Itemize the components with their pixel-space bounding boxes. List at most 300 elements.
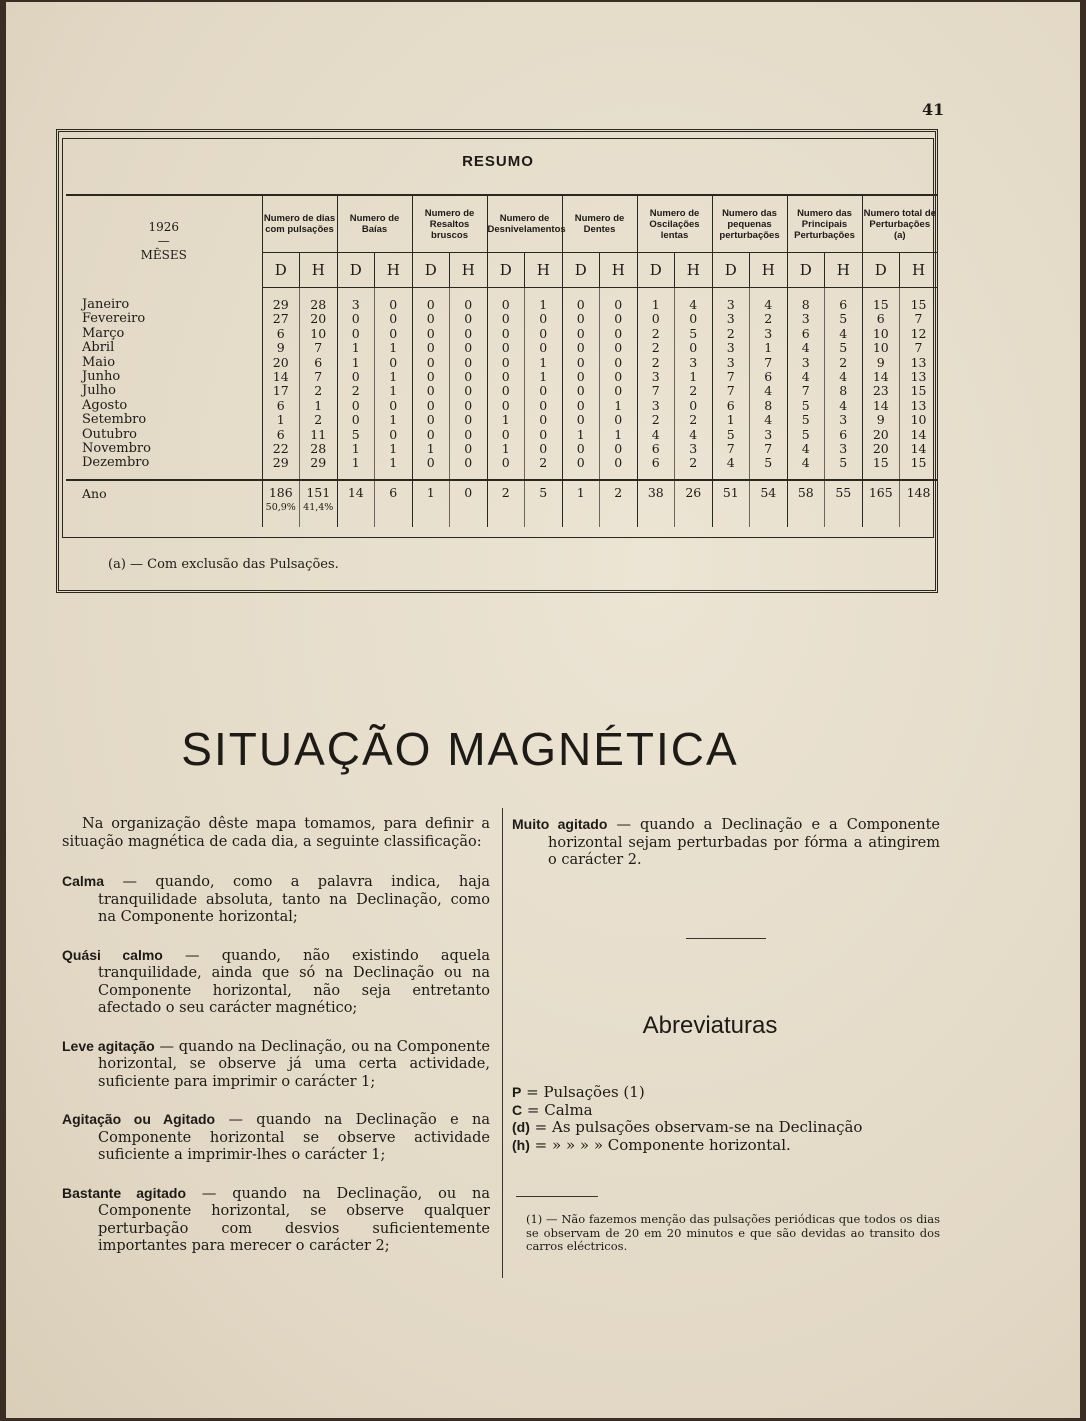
table-cell: 0: [487, 384, 525, 398]
definition-paragraph: [62, 873, 490, 927]
annual-value: 58: [797, 484, 814, 500]
annual-cell: [787, 480, 825, 527]
table-cell: 4: [825, 399, 863, 413]
table-cell: 0: [412, 356, 450, 370]
table-cell: 5: [787, 413, 825, 427]
year-header: [66, 195, 262, 288]
table-cell: 3: [712, 312, 750, 326]
table-cell: 2: [637, 341, 675, 355]
table-cell: 0: [375, 428, 413, 442]
table-cell: 0: [337, 312, 375, 326]
table-cell: 1: [487, 413, 525, 427]
table-cell: 4: [637, 428, 675, 442]
abbreviation-item: [512, 1084, 942, 1102]
table-cell: 1: [262, 413, 300, 427]
group-header: Numero de Baías: [337, 195, 412, 253]
table-cell: 4: [787, 341, 825, 355]
table-cell: 4: [675, 288, 713, 313]
table-cell: 0: [675, 341, 713, 355]
definitions-left-column: [62, 816, 490, 1276]
group-header: Numero das pequenas perturbações: [712, 195, 787, 253]
column-divider: [502, 808, 503, 1278]
table-cell: 13: [900, 370, 938, 384]
table-cell: 6: [637, 456, 675, 479]
sub-header-d: D: [337, 253, 375, 288]
table-cell: 6: [787, 327, 825, 341]
table-cell: 14: [900, 428, 938, 442]
table-row: [66, 428, 937, 442]
table-cell: 7: [712, 384, 750, 398]
table-cell: 0: [525, 384, 563, 398]
table-cell: 8: [825, 384, 863, 398]
table-cell: 2: [525, 456, 563, 479]
months-label: MÊSES: [140, 248, 187, 262]
table-cell: 0: [600, 442, 638, 456]
table-cell: 1: [375, 456, 413, 479]
year-label: 1926: [148, 220, 180, 234]
table-cell: 1: [712, 413, 750, 427]
table-cell: 0: [600, 327, 638, 341]
table-cell: 2: [300, 384, 338, 398]
sub-header-d: D: [262, 253, 300, 288]
table-cell: 0: [412, 327, 450, 341]
abbreviation-equals: =: [529, 1118, 552, 1136]
annual-value: 2: [501, 484, 510, 500]
month-label: Março: [82, 325, 125, 341]
table-cell: 27: [262, 312, 300, 326]
table-cell: 0: [487, 370, 525, 384]
table-cell: 3: [712, 288, 750, 313]
annual-cell: [675, 480, 713, 527]
table-cell: 2: [637, 327, 675, 341]
sub-header-h: H: [750, 253, 788, 288]
annual-value: 0: [464, 484, 473, 500]
table-row: [66, 356, 937, 370]
table-cell: 5: [750, 456, 788, 479]
table-cell: 5: [825, 456, 863, 479]
table-cell: 3: [750, 428, 788, 442]
table-cell: 2: [637, 413, 675, 427]
table-cell: 4: [750, 413, 788, 427]
table-cell: 9: [262, 341, 300, 355]
table-cell: 4: [750, 288, 788, 313]
annual-value: 186: [268, 484, 293, 500]
month-label: Julho: [82, 383, 116, 399]
table-cell: 15: [900, 288, 938, 313]
table-cell: 29: [262, 288, 300, 313]
table-cell: 7: [300, 341, 338, 355]
table-cell: 4: [750, 384, 788, 398]
table-cell: 10: [900, 413, 938, 427]
table-cell: 0: [487, 399, 525, 413]
table-cell: 1: [337, 442, 375, 456]
month-label: Maio: [82, 354, 116, 370]
table-cell: 1: [562, 428, 600, 442]
table-cell: 0: [337, 327, 375, 341]
table-cell: 0: [525, 341, 563, 355]
abbreviation-equals: =: [522, 1100, 545, 1119]
table-cell: 7: [900, 312, 938, 326]
annual-cell: [487, 480, 525, 527]
sub-header-h: H: [525, 253, 563, 288]
table-cell: 2: [300, 413, 338, 427]
table-row: [66, 384, 937, 398]
table-cell: 1: [375, 442, 413, 456]
definition-term: Calma: [62, 873, 105, 889]
table-cell: 13: [900, 399, 938, 413]
table-cell: 6: [262, 399, 300, 413]
table-cell: 3: [712, 356, 750, 370]
table-cell: 0: [450, 327, 488, 341]
table-cell: 0: [675, 399, 713, 413]
table-cell: 28: [300, 288, 338, 313]
table-cell: 20: [300, 312, 338, 326]
table-cell: 0: [562, 384, 600, 398]
group-header: Numero total de Perturbações (a): [862, 195, 937, 253]
table-cell: 10: [300, 327, 338, 341]
table-row: [66, 288, 937, 313]
sub-header-d: D: [412, 253, 450, 288]
group-header: Numero de Desnivelamentos: [487, 195, 562, 253]
definition-text: — quando a Declinação e a Componente horizontal sejam perturbadas por fórma a atingirem o carácter 2.: [548, 817, 940, 868]
definition-text: — quando na Declinação, ou na Componente horizontal, se observe já uma certa actividade, suficiente para imprimir o carácter 1;: [98, 1038, 490, 1090]
sub-header-d: D: [787, 253, 825, 288]
table-cell: 0: [375, 327, 413, 341]
table-cell: 7: [637, 384, 675, 398]
table-cell: 3: [787, 312, 825, 326]
table-cell: 3: [750, 327, 788, 341]
sub-header-h: H: [300, 253, 338, 288]
annual-value: 54: [760, 484, 777, 500]
sub-header-h: H: [900, 253, 938, 288]
month-label: Janeiro: [82, 296, 130, 312]
table-cell: 0: [600, 312, 638, 326]
table-cell: 0: [562, 312, 600, 326]
table-cell: 3: [825, 413, 863, 427]
table-cell: 1: [637, 288, 675, 313]
table-cell: 7: [787, 384, 825, 398]
table-cell: 0: [562, 370, 600, 384]
table-cell: 1: [487, 442, 525, 456]
table-cell: 7: [712, 442, 750, 456]
abbreviation-equals: =: [521, 1083, 544, 1101]
table-cell: 5: [825, 341, 863, 355]
annual-value: 55: [835, 484, 852, 500]
section-divider: [686, 938, 766, 939]
table-cell: 0: [450, 384, 488, 398]
table-row: [66, 341, 937, 355]
table-cell: 3: [787, 356, 825, 370]
table-cell: 14: [862, 399, 900, 413]
table-cell: 1: [337, 456, 375, 479]
table-cell: 20: [862, 428, 900, 442]
table-cell: 0: [562, 327, 600, 341]
month-label: Dezembro: [82, 455, 150, 471]
table-cell: 5: [675, 327, 713, 341]
sub-header-d: D: [862, 253, 900, 288]
month-label: Junho: [82, 369, 121, 385]
month-label: Abril: [82, 340, 115, 356]
table-cell: 0: [487, 356, 525, 370]
table-cell: 0: [562, 456, 600, 479]
abbreviations-title: Abreviaturas: [642, 1012, 778, 1039]
table-cell: 0: [412, 341, 450, 355]
table-cell: 0: [375, 288, 413, 313]
table-cell: 6: [750, 370, 788, 384]
group-header: Numero das Principais Perturbações: [787, 195, 862, 253]
table-cell: 22: [262, 442, 300, 456]
table-cell: 0: [562, 341, 600, 355]
table-cell: 0: [450, 288, 488, 313]
table-row: [66, 370, 937, 384]
month-label: Outubro: [82, 426, 137, 442]
abbreviation-item: [512, 1137, 942, 1155]
table-cell: 2: [825, 356, 863, 370]
annual-percent: 50,9%: [265, 501, 296, 513]
table-cell: 1: [600, 399, 638, 413]
table-cell: 1: [600, 428, 638, 442]
sub-header-d: D: [637, 253, 675, 288]
table-cell: 3: [337, 288, 375, 313]
table-cell: 0: [375, 312, 413, 326]
resumo-body: [66, 288, 937, 527]
definition-term: Leve agitação: [62, 1037, 155, 1054]
annual-cell: [900, 480, 938, 527]
table-cell: 0: [412, 370, 450, 384]
definition-paragraph: [512, 816, 940, 870]
table-cell: 11: [300, 428, 338, 442]
table-cell: 0: [562, 399, 600, 413]
table-cell: 0: [450, 370, 488, 384]
table-cell: 0: [525, 413, 563, 427]
annual-value: 5: [539, 484, 548, 500]
table-cell: 0: [600, 288, 638, 313]
table-cell: 0: [562, 356, 600, 370]
table-cell: 15: [862, 288, 900, 313]
definition-term: Quási calmo: [62, 946, 163, 963]
table-cell: 8: [750, 399, 788, 413]
definitions-right-column: [512, 816, 940, 890]
table-cell: 6: [300, 356, 338, 370]
table-cell: 3: [712, 341, 750, 355]
sub-header-d: D: [562, 253, 600, 288]
table-cell: 0: [600, 413, 638, 427]
table-cell: 0: [525, 428, 563, 442]
table-cell: 1: [525, 288, 563, 313]
table-cell: 1: [375, 341, 413, 355]
definition-text: — quando, como a palavra indica, haja tranquilidade absoluta, tanto na Declinação, como na Componente horizontal;: [98, 874, 490, 925]
definition-paragraph: [62, 1111, 490, 1165]
group-header-row: [66, 195, 937, 253]
table-cell: 17: [262, 384, 300, 398]
annual-value: 6: [389, 484, 398, 500]
table-cell: 7: [712, 370, 750, 384]
group-header: Numero de Resaltos bruscos: [412, 195, 487, 253]
table-cell: 3: [675, 356, 713, 370]
annual-cell: [562, 480, 600, 527]
annual-value: 38: [647, 484, 664, 500]
abbreviations-list: [512, 1084, 942, 1154]
annual-value: 1: [576, 484, 585, 500]
annual-value: 1: [426, 484, 435, 500]
table-cell: 4: [787, 442, 825, 456]
table-cell: 0: [637, 312, 675, 326]
table-cell: 7: [900, 341, 938, 355]
table-cell: 0: [450, 341, 488, 355]
table-cell: 5: [787, 428, 825, 442]
table-cell: 1: [337, 356, 375, 370]
table-cell: 9: [862, 413, 900, 427]
table-row: [66, 442, 937, 456]
table-cell: 0: [525, 312, 563, 326]
abbreviation-key: C: [512, 1101, 523, 1118]
group-header: Numero de Dentes: [562, 195, 637, 253]
abbreviation-key: (h): [512, 1136, 530, 1153]
table-cell: 0: [337, 413, 375, 427]
table-cell: 6: [825, 288, 863, 313]
table-cell: 2: [675, 456, 713, 479]
table-cell: 0: [525, 399, 563, 413]
abbreviation-value: Calma: [544, 1100, 593, 1119]
table-cell: 6: [262, 428, 300, 442]
table-cell: 0: [412, 288, 450, 313]
sub-header-d: D: [712, 253, 750, 288]
table-cell: 0: [562, 442, 600, 456]
table-cell: 4: [712, 456, 750, 479]
definition-term: Agitação ou Agitado: [62, 1111, 216, 1127]
sub-header-h: H: [675, 253, 713, 288]
table-cell: 4: [787, 370, 825, 384]
annual-percent: 41,4%: [303, 501, 334, 513]
table-cell: 10: [862, 327, 900, 341]
definition-term: Bastante agitado: [62, 1184, 187, 1201]
table-cell: 2: [675, 384, 713, 398]
table-cell: 0: [375, 356, 413, 370]
table-cell: 0: [450, 456, 488, 479]
table-cell: 1: [375, 384, 413, 398]
month-label: Novembro: [82, 441, 151, 457]
annual-value: 51: [722, 484, 739, 500]
table-cell: 6: [262, 327, 300, 341]
table-cell: 0: [600, 356, 638, 370]
month-label: Agosto: [82, 397, 128, 413]
table-cell: 0: [600, 456, 638, 479]
table-cell: 0: [412, 312, 450, 326]
table-cell: 4: [675, 428, 713, 442]
table-cell: 0: [562, 413, 600, 427]
table-cell: 6: [825, 428, 863, 442]
sub-header-d: D: [487, 253, 525, 288]
abbreviation-equals: =: [529, 1135, 552, 1154]
table-cell: 0: [675, 312, 713, 326]
table-cell: 1: [412, 442, 450, 456]
table-cell: 2: [750, 312, 788, 326]
table-cell: 9: [862, 356, 900, 370]
year-dash: —: [157, 234, 170, 248]
table-cell: 0: [337, 370, 375, 384]
table-cell: 0: [487, 327, 525, 341]
group-header: Numero de dias com pulsações: [262, 195, 337, 253]
resumo-title: RESUMO: [462, 153, 534, 170]
annual-cell: [525, 480, 563, 527]
table-cell: 14: [900, 442, 938, 456]
annual-value: 165: [868, 484, 893, 500]
abbreviation-value: As pulsações observam-se na Declinação: [552, 1118, 863, 1136]
table-cell: 0: [450, 413, 488, 427]
table-cell: 0: [412, 384, 450, 398]
annual-cell: [412, 480, 450, 527]
table-row: [66, 312, 937, 326]
table-cell: 10: [862, 341, 900, 355]
definition-text: — quando na Declinação e na Componente horizontal se observe actividade suficiente a imprimir-lhes o carácter 1;: [98, 1112, 490, 1163]
table-cell: 2: [675, 413, 713, 427]
abbreviation-value: Pulsações (1): [543, 1083, 645, 1101]
table-cell: 0: [487, 288, 525, 313]
table-cell: 0: [412, 413, 450, 427]
annual-value: 151: [306, 484, 331, 500]
intro-paragraph: Na organização dêste mapa tomamos, para definir a situação magnética de cada dia, a seguinte classificação:: [62, 816, 490, 850]
resumo-footnote: (a) — Com exclusão das Pulsações.: [108, 557, 339, 572]
table-cell: 0: [450, 356, 488, 370]
table-cell: 0: [412, 456, 450, 479]
table-cell: 23: [862, 384, 900, 398]
definition-paragraph: [62, 1038, 490, 1092]
table-cell: 4: [825, 327, 863, 341]
table-cell: 3: [825, 442, 863, 456]
table-cell: 14: [262, 370, 300, 384]
table-cell: 0: [600, 370, 638, 384]
table-cell: 7: [300, 370, 338, 384]
table-cell: 20: [862, 442, 900, 456]
table-cell: 6: [712, 399, 750, 413]
annual-value: 14: [347, 484, 364, 500]
table-cell: 3: [637, 370, 675, 384]
abbreviation-value: » » » » Componente horizontal.: [552, 1135, 791, 1154]
table-cell: 5: [337, 428, 375, 442]
section-title: SITUAÇÃO MAGNÉTICA: [181, 723, 739, 775]
table-cell: 1: [375, 370, 413, 384]
table-cell: 20: [262, 356, 300, 370]
table-row: [66, 399, 937, 413]
table-cell: 1: [375, 413, 413, 427]
table-cell: 6: [862, 312, 900, 326]
sub-header-h: H: [375, 253, 413, 288]
group-header: Numero de Oscilações lentas: [637, 195, 712, 253]
table-cell: 6: [637, 442, 675, 456]
table-cell: 0: [450, 312, 488, 326]
table-cell: 2: [337, 384, 375, 398]
abbreviation-item: [512, 1102, 942, 1120]
table-cell: 3: [637, 399, 675, 413]
table-cell: 4: [787, 456, 825, 479]
table-cell: 0: [562, 288, 600, 313]
table-cell: 0: [337, 399, 375, 413]
sub-header-h: H: [450, 253, 488, 288]
sub-header-h: H: [600, 253, 638, 288]
table-cell: 0: [412, 428, 450, 442]
table-cell: 0: [487, 312, 525, 326]
definition-paragraph: [62, 1185, 490, 1256]
page-number: 41: [922, 100, 945, 119]
annual-cell: [637, 480, 675, 527]
table-cell: 3: [675, 442, 713, 456]
table-row: [66, 456, 937, 479]
table-cell: 0: [525, 442, 563, 456]
table-cell: 29: [262, 456, 300, 479]
footnote-rule: [516, 1196, 598, 1197]
annual-value: 2: [614, 484, 623, 500]
table-cell: 28: [300, 442, 338, 456]
